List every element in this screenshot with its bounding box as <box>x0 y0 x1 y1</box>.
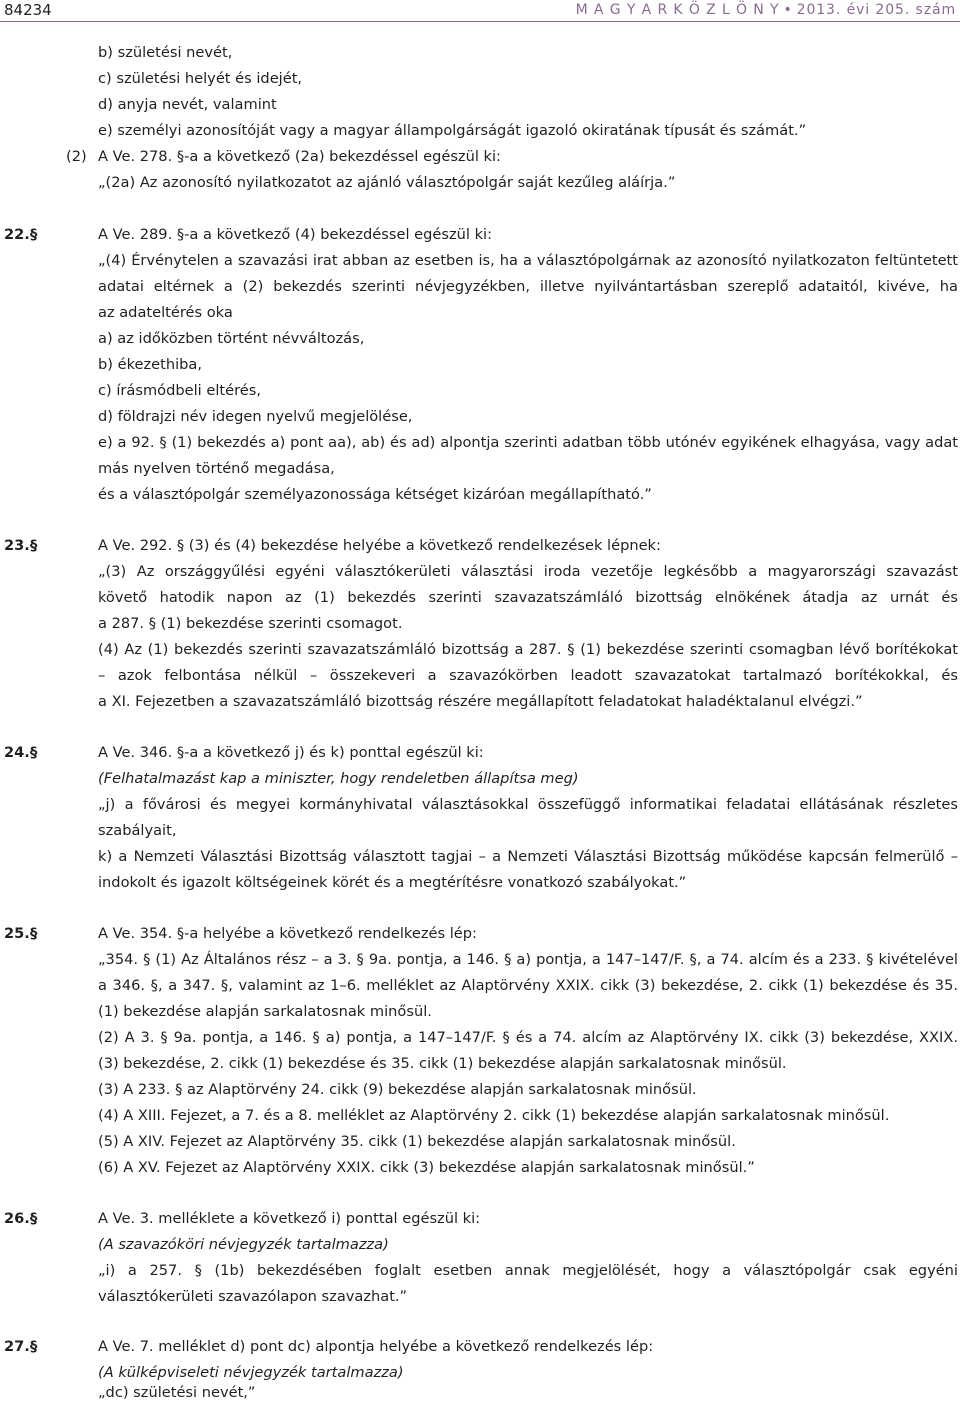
page-number: 84234 <box>4 1 52 19</box>
text-line: A Ve. 354. §-a helyébe a következő rendelkezés lép: <box>98 925 477 942</box>
header-divider <box>0 21 960 22</box>
text-line: „(3) Az országgyűlési egyéni választókerületi választási iroda vezetője legkésőbb a magyarországi szavazást <box>98 563 958 580</box>
page-header <box>0 0 960 20</box>
text-line: A Ve. 278. §-a a következő (2a) bekezdéssel egészül ki: <box>98 148 501 165</box>
text-line: „dc) születési nevét,” <box>98 1384 256 1401</box>
section-symbol: § <box>30 1210 38 1227</box>
text-line: más nyelven történő megadása, <box>98 460 335 477</box>
section-symbol: § <box>30 226 38 243</box>
text-line: c) írásmódbeli eltérés, <box>98 382 261 399</box>
text-line: (6) A XV. Fejezet az Alaptörvény XXIX. cikk (3) bekezdése alapján sarkalatosnak minősül.” <box>98 1159 755 1176</box>
paragraph-label: (2) <box>66 148 87 165</box>
text-line: (1) bekezdése alapján sarkalatosnak minősül. <box>98 1003 432 1020</box>
running-head <box>576 0 956 20</box>
section-number: 25. <box>4 925 30 942</box>
text-line: a 346. §, a 347. §, valamint az 1–6. melléklet az Alaptörvény XXIX. cikk (3) bekezdése, 2. cikk (1) bekezdése és 35. <box>98 977 958 994</box>
text-line: – azok felbontása nélkül – összekeveri a szavazókörben leadott szavazatokat tartalmazó borítékokkal, és <box>98 667 958 684</box>
text-line: e) a 92. § (1) bekezdés a) pont aa), ab) és ad) alpontja szerinti adatban több utónév egyikének elhagyása, vagy adat <box>98 434 958 451</box>
text-line: indokolt és igazolt költségeinek körét és a megtérítésre vonatkozó szabályokat.” <box>98 874 687 891</box>
text-line: k) a Nemzeti Választási Bizottság választott tagjai – a Nemzeti Választási Bizottság működése kapcsán felmerülő – <box>98 848 958 865</box>
text-line: „(4) Érvénytelen a szavazási irat abban az esetben is, ha a választópolgárnak az azonosító nyilatkozaton feltüntetett <box>98 252 958 269</box>
text-line: (4) A XIII. Fejezet, a 7. és a 8. melléklet az Alaptörvény 2. cikk (1) bekezdése alapján sarkalatosnak minősül. <box>98 1107 890 1124</box>
section-number: 24. <box>4 744 30 761</box>
section-number: 27. <box>4 1338 30 1355</box>
text-line: b) ékezethiba, <box>98 356 202 373</box>
text-line: (A külképviseleti névjegyzék tartalmazza) <box>98 1364 404 1381</box>
section-symbol: § <box>30 1338 38 1355</box>
text-line: a 287. § (1) bekezdése szerinti csomagot. <box>98 615 403 632</box>
text-line: és a választópolgár személyazonossága kétséget kizáróan megállapítható.” <box>98 486 652 503</box>
text-line: (3) A 233. § az Alaptörvény 24. cikk (9) bekezdése alapján sarkalatosnak minősül. <box>98 1081 697 1098</box>
section-symbol: § <box>30 744 38 761</box>
text-line: b) születési nevét, <box>98 44 233 61</box>
text-line: c) születési helyét és idejét, <box>98 70 303 87</box>
text-line: (5) A XIV. Fejezet az Alaptörvény 35. cikk (1) bekezdése alapján sarkalatosnak minősül. <box>98 1133 736 1150</box>
section-symbol: § <box>30 925 38 942</box>
text-line: a XI. Fejezetben a szavazatszámláló bizottság részére megállapított feladatokat haladéktalanul elvégzi.” <box>98 693 863 710</box>
text-line: „(2a) Az azonosító nyilatkozatot az ajánló választópolgár saját kezűleg aláírja.” <box>98 174 676 191</box>
issue-label: 2013. évi 205. szám <box>796 2 956 18</box>
text-line: (4) Az (1) bekezdés szerinti szavazatszámláló bizottság a 287. § (1) bekezdése szerinti csomagban lévő borítékokat <box>98 641 958 658</box>
text-line: e) személyi azonosítóját vagy a magyar állampolgárságát igazoló okiratának típusát és számát.” <box>98 122 807 139</box>
text-line: A Ve. 289. §-a a következő (4) bekezdéssel egészül ki: <box>98 226 493 243</box>
text-line: „j) a fővárosi és megyei kormányhivatal választásokkal összefüggő informatikai feladatai ellátásának részletes <box>98 796 958 813</box>
section-symbol: § <box>30 537 38 554</box>
text-line: „354. § (1) Az Általános rész – a 3. § 9a. pontja, a 146. § a) pontja, a 147–147/F. §, a 74. alcím és a 233. § kivételével <box>98 951 958 968</box>
text-line: A Ve. 346. §-a a következő j) és k) ponttal egészül ki: <box>98 744 484 761</box>
text-line: a) az időközben történt névváltozás, <box>98 330 365 347</box>
text-line: A Ve. 7. melléklet d) pont dc) alpontja helyébe a következő rendelkezés lép: <box>98 1338 654 1355</box>
text-line: adatai eltérnek a (2) bekezdés szerinti névjegyzékben, illetve nyilvántartásban szereplő adataitól, kivéve, ha <box>98 278 958 295</box>
text-line: (A szavazóköri névjegyzék tartalmazza) <box>98 1236 389 1253</box>
text-line: d) földrajzi név idegen nyelvű megjelölése, <box>98 408 413 425</box>
section-number: 23. <box>4 537 30 554</box>
text-line: A Ve. 3. melléklete a következő i) ponttal egészül ki: <box>98 1210 481 1227</box>
text-line: az adateltérés oka <box>98 304 233 321</box>
text-line: szabályait, <box>98 822 177 839</box>
text-line: választókerületi szavazólapon szavazhat.” <box>98 1288 408 1305</box>
text-line: (3) bekezdése, 2. cikk (1) bekezdése és 35. cikk (1) bekezdése alapján sarkalatosnak minősül. <box>98 1055 787 1072</box>
section-number: 22. <box>4 226 30 243</box>
text-line: (Felhatalmazást kap a miniszter, hogy rendeletben állapítsa meg) <box>98 770 579 787</box>
bullet-separator: • <box>783 2 793 18</box>
text-line: (2) A 3. § 9a. pontja, a 146. § a) pontja, a 147–147/F. § és a 74. alcím az Alaptörvény IX. cikk (3) bekezdése, XXIX. <box>98 1029 958 1046</box>
text-line: követő hatodik napon az (1) bekezdés szerinti szavazatszámláló bizottság elnökének átadja az urnát és <box>98 589 958 606</box>
text-line: „i) a 257. § (1b) bekezdésében foglalt esetben annak megjelölését, hogy a választópolgár csak egyéni <box>98 1262 958 1279</box>
section-number: 26. <box>4 1210 30 1227</box>
journal-title: M A G Y A R K Ö Z L Ö N Y <box>575 2 780 18</box>
text-line: d) anyja nevét, valamint <box>98 96 277 113</box>
text-line: A Ve. 292. § (3) és (4) bekezdése helyébe a következő rendelkezések lépnek: <box>98 537 661 554</box>
